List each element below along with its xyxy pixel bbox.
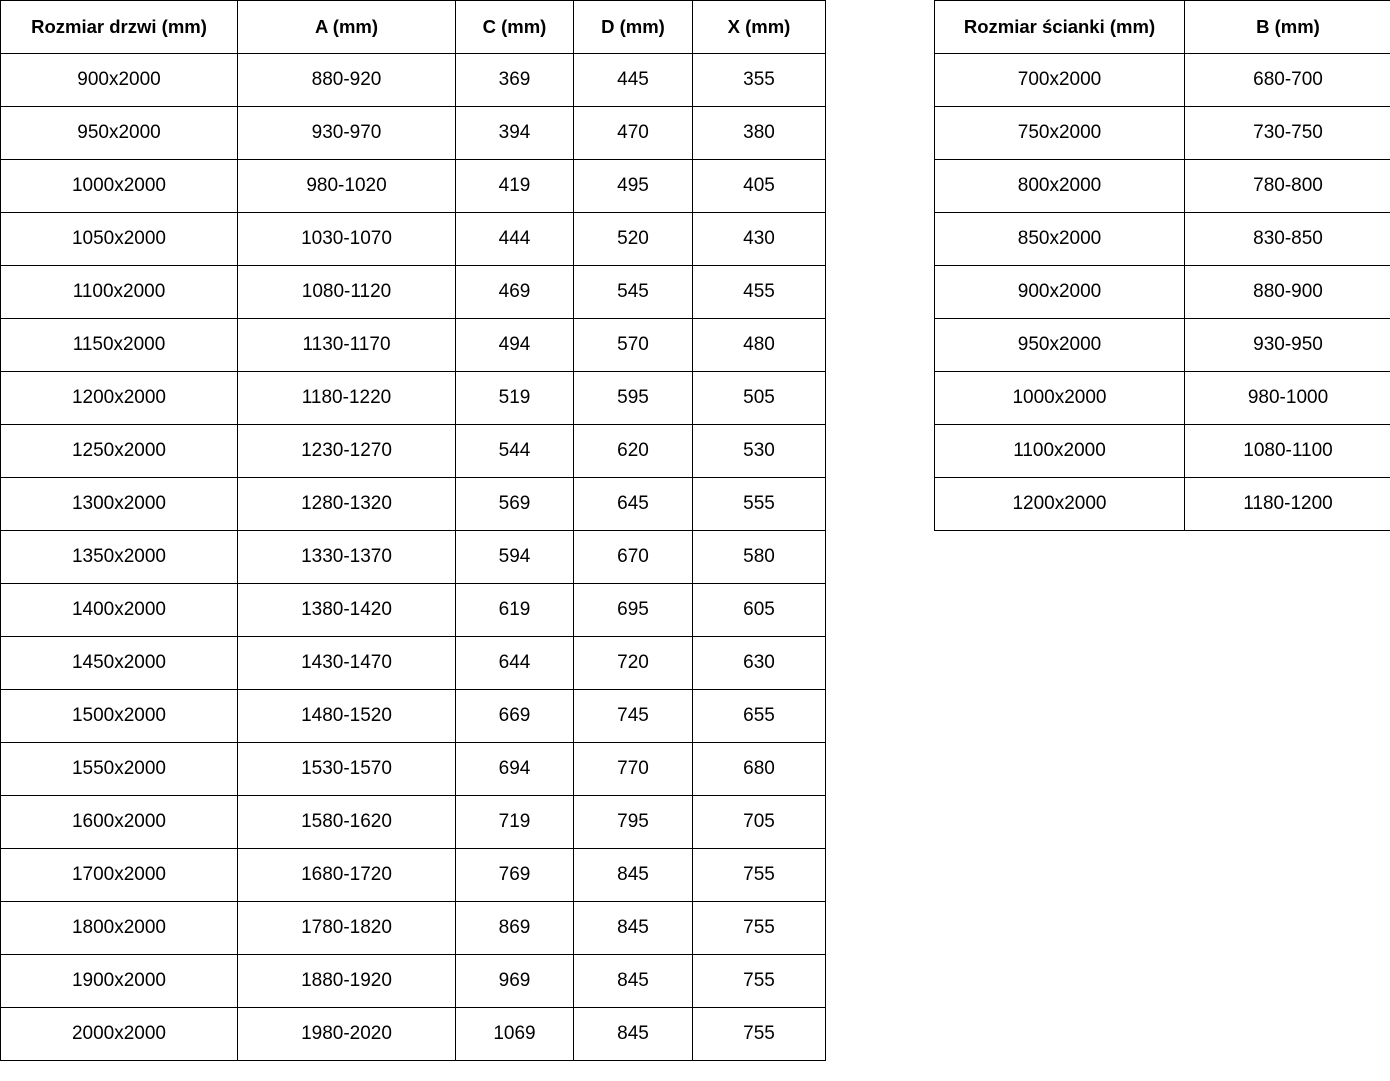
table-cell: 950x2000 [935,319,1185,372]
table-cell: 845 [574,902,693,955]
table-cell: 1200x2000 [935,478,1185,531]
table-row [1,796,826,849]
table-cell: 880-900 [1185,266,1390,319]
table-cell: 1480-1520 [238,690,456,743]
table-cell: 1069 [456,1008,574,1061]
table-cell: 755 [693,955,826,1008]
table-cell: 1100x2000 [935,425,1185,478]
table-cell: 580 [693,531,826,584]
column-header-c: C (mm) [456,1,574,54]
table-row [1,584,826,637]
table-cell: 969 [456,955,574,1008]
table-cell: 730-750 [1185,107,1390,160]
table-cell: 1250x2000 [1,425,238,478]
table-cell: 1430-1470 [238,637,456,690]
table-cell: 1050x2000 [1,213,238,266]
table-row [1,372,826,425]
table-row [935,160,1390,213]
table-cell: 1000x2000 [1,160,238,213]
table-cell: 1150x2000 [1,319,238,372]
table-cell: 1300x2000 [1,478,238,531]
table-cell: 1980-2020 [238,1008,456,1061]
table-cell: 1180-1220 [238,372,456,425]
table-cell: 900x2000 [935,266,1185,319]
table-cell: 569 [456,478,574,531]
table-cell: 845 [574,1008,693,1061]
table-row [935,372,1390,425]
table-cell: 1180-1200 [1185,478,1390,531]
table-cell: 850x2000 [935,213,1185,266]
table-row [935,54,1390,107]
table-cell: 1550x2000 [1,743,238,796]
table-cell: 1330-1370 [238,531,456,584]
table-cell: 445 [574,54,693,107]
table-cell: 845 [574,955,693,1008]
table-cell: 1580-1620 [238,796,456,849]
table-cell: 980-1020 [238,160,456,213]
table-cell: 530 [693,425,826,478]
table-cell: 369 [456,54,574,107]
table-cell: 394 [456,107,574,160]
column-header-door-size: Rozmiar drzwi (mm) [1,1,238,54]
table-cell: 869 [456,902,574,955]
table-row [1,690,826,743]
table-cell: 680-700 [1185,54,1390,107]
table-cell: 570 [574,319,693,372]
table-header-row [935,1,1390,54]
table-row [1,425,826,478]
table-row [1,743,826,796]
table-cell: 669 [456,690,574,743]
table-row [1,1008,826,1061]
table-cell: 495 [574,160,693,213]
table-cell: 1900x2000 [1,955,238,1008]
table-row [1,160,826,213]
table-cell: 1000x2000 [935,372,1185,425]
table-row [935,213,1390,266]
table-cell: 480 [693,319,826,372]
table-cell: 830-850 [1185,213,1390,266]
table-cell: 419 [456,160,574,213]
table-cell: 745 [574,690,693,743]
table-cell: 1230-1270 [238,425,456,478]
table-row [1,213,826,266]
table-cell: 770 [574,743,693,796]
table-cell: 1880-1920 [238,955,456,1008]
table-cell: 644 [456,637,574,690]
wall-sizes-table [934,0,1390,531]
table-cell: 1030-1070 [238,213,456,266]
table-row [935,107,1390,160]
table-cell: 455 [693,266,826,319]
table-cell: 519 [456,372,574,425]
column-header-b: B (mm) [1185,1,1390,54]
table-cell: 700x2000 [935,54,1185,107]
table-row [1,531,826,584]
table-row [1,266,826,319]
table-cell: 1280-1320 [238,478,456,531]
table-cell: 605 [693,584,826,637]
table-cell: 1800x2000 [1,902,238,955]
table-cell: 1530-1570 [238,743,456,796]
table-cell: 645 [574,478,693,531]
table-row [935,425,1390,478]
table-row [1,478,826,531]
table-cell: 900x2000 [1,54,238,107]
table-cell: 1200x2000 [1,372,238,425]
table-row [1,849,826,902]
table-cell: 655 [693,690,826,743]
table-cell: 705 [693,796,826,849]
table-cell: 630 [693,637,826,690]
table-cell: 950x2000 [1,107,238,160]
table-cell: 444 [456,213,574,266]
table-cell: 1350x2000 [1,531,238,584]
table-cell: 670 [574,531,693,584]
table-cell: 1100x2000 [1,266,238,319]
table-cell: 555 [693,478,826,531]
column-header-x: X (mm) [693,1,826,54]
table-row [935,266,1390,319]
table-cell: 544 [456,425,574,478]
table-cell: 680 [693,743,826,796]
table-cell: 1780-1820 [238,902,456,955]
table-cell: 880-920 [238,54,456,107]
table-cell: 430 [693,213,826,266]
table-cell: 545 [574,266,693,319]
table-row [1,54,826,107]
table-cell: 1450x2000 [1,637,238,690]
column-header-a: A (mm) [238,1,456,54]
table-cell: 980-1000 [1185,372,1390,425]
table-cell: 505 [693,372,826,425]
table-cell: 620 [574,425,693,478]
table-row [1,955,826,1008]
table-cell: 800x2000 [935,160,1185,213]
table-cell: 1080-1120 [238,266,456,319]
table-cell: 694 [456,743,574,796]
table-cell: 755 [693,902,826,955]
table-cell: 755 [693,849,826,902]
table-cell: 795 [574,796,693,849]
table-cell: 494 [456,319,574,372]
table-cell: 1600x2000 [1,796,238,849]
table-cell: 755 [693,1008,826,1061]
table-cell: 469 [456,266,574,319]
table-cell: 1400x2000 [1,584,238,637]
table-cell: 930-970 [238,107,456,160]
table-cell: 1380-1420 [238,584,456,637]
table-cell: 619 [456,584,574,637]
table-row [1,637,826,690]
table-cell: 2000x2000 [1,1008,238,1061]
table-cell: 750x2000 [935,107,1185,160]
table-cell: 780-800 [1185,160,1390,213]
table-cell: 594 [456,531,574,584]
table-cell: 719 [456,796,574,849]
table-cell: 695 [574,584,693,637]
table-cell: 595 [574,372,693,425]
table-cell: 1500x2000 [1,690,238,743]
table-cell: 405 [693,160,826,213]
table-cell: 720 [574,637,693,690]
table-cell: 1680-1720 [238,849,456,902]
table-cell: 769 [456,849,574,902]
table-cell: 470 [574,107,693,160]
table-cell: 930-950 [1185,319,1390,372]
column-header-wall-size: Rozmiar ścianki (mm) [935,1,1185,54]
table-cell: 1080-1100 [1185,425,1390,478]
table-cell: 520 [574,213,693,266]
table-cell: 845 [574,849,693,902]
table-cell: 355 [693,54,826,107]
table-header-row [1,1,826,54]
table-row [1,902,826,955]
table-cell: 1700x2000 [1,849,238,902]
table-row [1,319,826,372]
table-cell: 1130-1170 [238,319,456,372]
table-row [1,107,826,160]
column-header-d: D (mm) [574,1,693,54]
table-cell: 380 [693,107,826,160]
table-row [935,319,1390,372]
table-row [935,478,1390,531]
